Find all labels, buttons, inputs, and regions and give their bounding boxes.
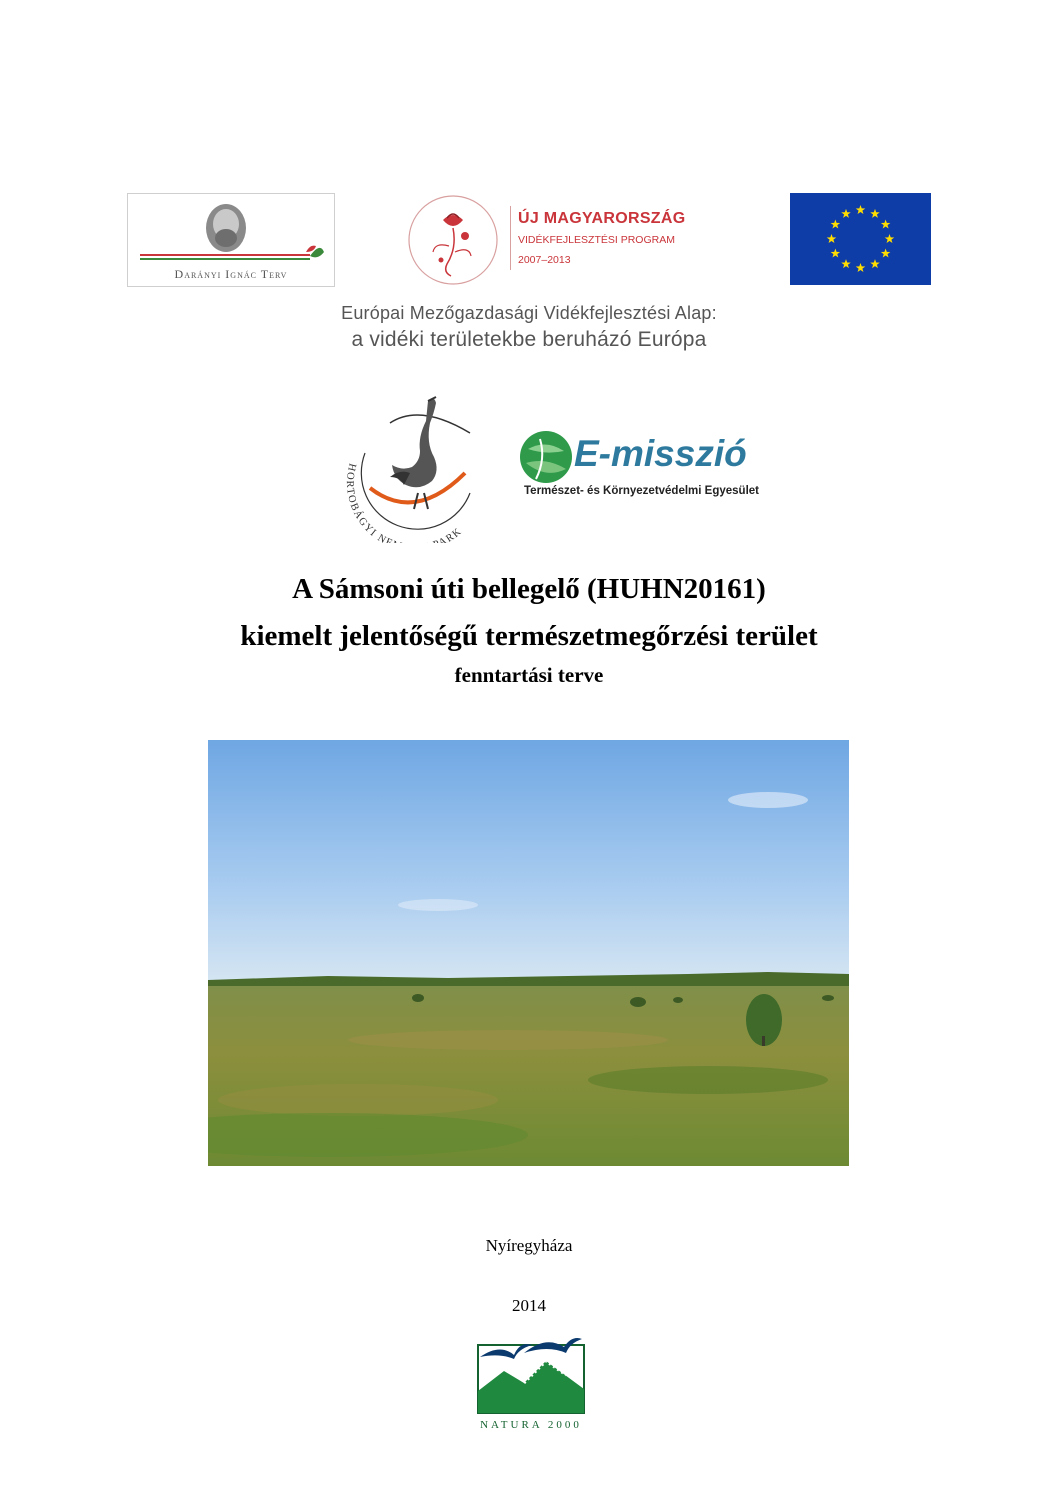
eu-star-icon (831, 249, 841, 258)
eu-flag-logo (790, 193, 931, 285)
logo-divider (510, 206, 511, 270)
globe-leaf-icon (518, 429, 574, 485)
eu-star-icon (870, 209, 880, 218)
natura-2000-text: NATURA 2000 (480, 1419, 582, 1431)
eu-star-icon (831, 220, 841, 229)
eu-fund-statement (0, 303, 1058, 352)
eu-fund-line-2: a vidéki területekbe beruházó Európa (351, 328, 707, 351)
landscape-photo-icon (208, 740, 849, 1166)
daranyi-ignac-terv-logo (127, 193, 335, 287)
eu-star-icon (870, 259, 880, 268)
crane-bird-icon (330, 393, 500, 543)
eu-star-icon (841, 259, 851, 268)
eu-star-icon (885, 234, 895, 243)
daranyi-logo-text: Darányi Ignác Terv (174, 267, 288, 281)
document-title-line-1: A Sámsoni úti bellegelő (HUHN20161) (292, 573, 766, 605)
uj-magyarorszag-title: ÚJ MAGYARORSZÁG (518, 210, 686, 227)
publication-place: Nyíregyháza (485, 1236, 573, 1255)
uj-magyarorszag-logo (405, 190, 735, 285)
e-misszio-subtitle: Természet- és Környezetvédelmi Egyesület (524, 485, 759, 497)
uj-magyarorszag-years: 2007–2013 (518, 254, 571, 266)
uj-magyarorszag-subtitle: VIDÉKFEJLESZTÉSI PROGRAM (518, 234, 675, 246)
eu-star-icon (881, 249, 891, 258)
natura-2000-logo (474, 1331, 588, 1431)
e-misszio-logo (518, 425, 788, 505)
hnp-logo-text: HORTOBÁGYI N ARK (343, 462, 465, 543)
birds-landscape-icon (474, 1331, 588, 1417)
eu-star-icon (827, 234, 837, 243)
e-misszio-name: E-misszió (574, 433, 747, 474)
eu-star-icon (856, 263, 866, 272)
hortobagyi-nemzeti-park-logo (330, 393, 500, 543)
rose-emblem-icon (405, 190, 505, 285)
document-title-line-2: kiemelt jelentőségű természetmegőrzési terület (240, 620, 818, 652)
document-subtitle: fenntartási terve (454, 663, 604, 687)
eu-stars-icon (790, 193, 931, 285)
eu-star-icon (881, 220, 891, 229)
cover-photo-grassland (208, 740, 849, 1166)
publication-year: 2014 (512, 1296, 546, 1315)
eu-star-icon (856, 205, 866, 214)
eu-fund-line-1: Európai Mezőgazdasági Vidékfejlesztési Alap: (341, 303, 717, 323)
eu-star-icon (841, 209, 851, 218)
